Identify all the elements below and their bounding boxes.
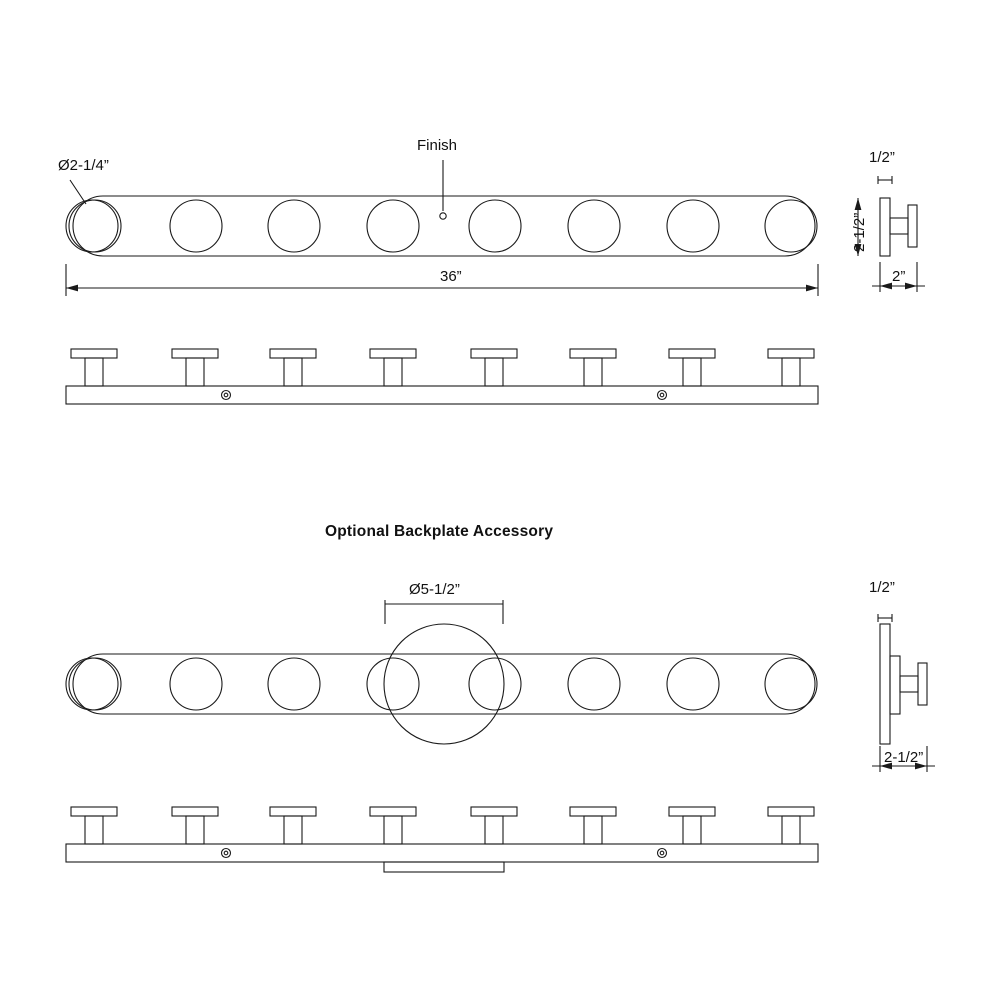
socket xyxy=(667,658,719,710)
socket xyxy=(469,200,521,252)
socket xyxy=(69,658,121,710)
socket xyxy=(367,200,419,252)
socket xyxy=(765,200,817,252)
socket xyxy=(667,200,719,252)
mounting-screw-center xyxy=(224,393,228,397)
mounting-screw-center xyxy=(224,851,228,855)
socket xyxy=(268,658,320,710)
plate-thickness-dimension xyxy=(878,176,892,184)
backplate-front-view xyxy=(66,600,817,744)
backplate-slab xyxy=(880,624,890,744)
socket xyxy=(568,658,620,710)
mounting-screw xyxy=(658,849,667,858)
socket-group xyxy=(66,658,817,710)
fixture-body-outline xyxy=(73,654,815,714)
side-thickness-label: 1/2” xyxy=(869,149,895,166)
side-depth-label: 2” xyxy=(892,268,906,285)
wall-plate xyxy=(890,656,900,714)
section-heading: Optional Backplate Accessory xyxy=(325,523,554,540)
mount-stem xyxy=(890,218,908,234)
optional-backplate xyxy=(384,624,504,744)
backplate-diameter-dimension xyxy=(385,600,503,624)
backplate-diameter-label: Ø5-1/2” xyxy=(409,581,460,598)
socket xyxy=(69,200,121,252)
backplate-side-depth-label: 2-1/2” xyxy=(884,749,924,766)
socket xyxy=(170,200,222,252)
mounting-screw-center xyxy=(660,851,664,855)
socket-cap xyxy=(918,663,927,705)
socket xyxy=(568,200,620,252)
socket xyxy=(469,658,521,710)
mounting-rail xyxy=(66,386,818,404)
plate-thickness-dimension xyxy=(878,614,892,622)
socket xyxy=(66,658,118,710)
backplate-plan-view xyxy=(66,807,818,872)
finish-label: Finish xyxy=(417,137,458,154)
socket xyxy=(367,658,419,710)
mounting-screw-center xyxy=(660,393,664,397)
wall-plate xyxy=(880,198,890,256)
socket-group xyxy=(66,200,817,252)
socket xyxy=(765,658,817,710)
mounting-screw xyxy=(222,391,231,400)
mount-stem xyxy=(900,676,918,692)
top-front-view xyxy=(66,160,861,296)
socket-cap xyxy=(908,205,917,247)
mounting-rail xyxy=(66,844,818,862)
socket-diameter-leader xyxy=(70,180,86,204)
backplate-plan-slab xyxy=(384,862,504,872)
mounting-screw xyxy=(658,391,667,400)
overall-length-label: 36” xyxy=(440,268,462,285)
top-plan-view xyxy=(66,349,818,404)
plan-socket-group xyxy=(71,807,814,844)
fixture-body-outline xyxy=(73,196,815,256)
plan-socket-group xyxy=(71,349,814,386)
height-label: 2-1/2” xyxy=(851,212,868,252)
mounting-screw xyxy=(222,849,231,858)
backplate-side-thickness-label: 1/2” xyxy=(869,579,895,596)
socket xyxy=(268,200,320,252)
finish-leader xyxy=(440,160,446,219)
socket-diameter-label: Ø2-1/4” xyxy=(58,157,109,174)
socket xyxy=(170,658,222,710)
socket xyxy=(66,200,118,252)
